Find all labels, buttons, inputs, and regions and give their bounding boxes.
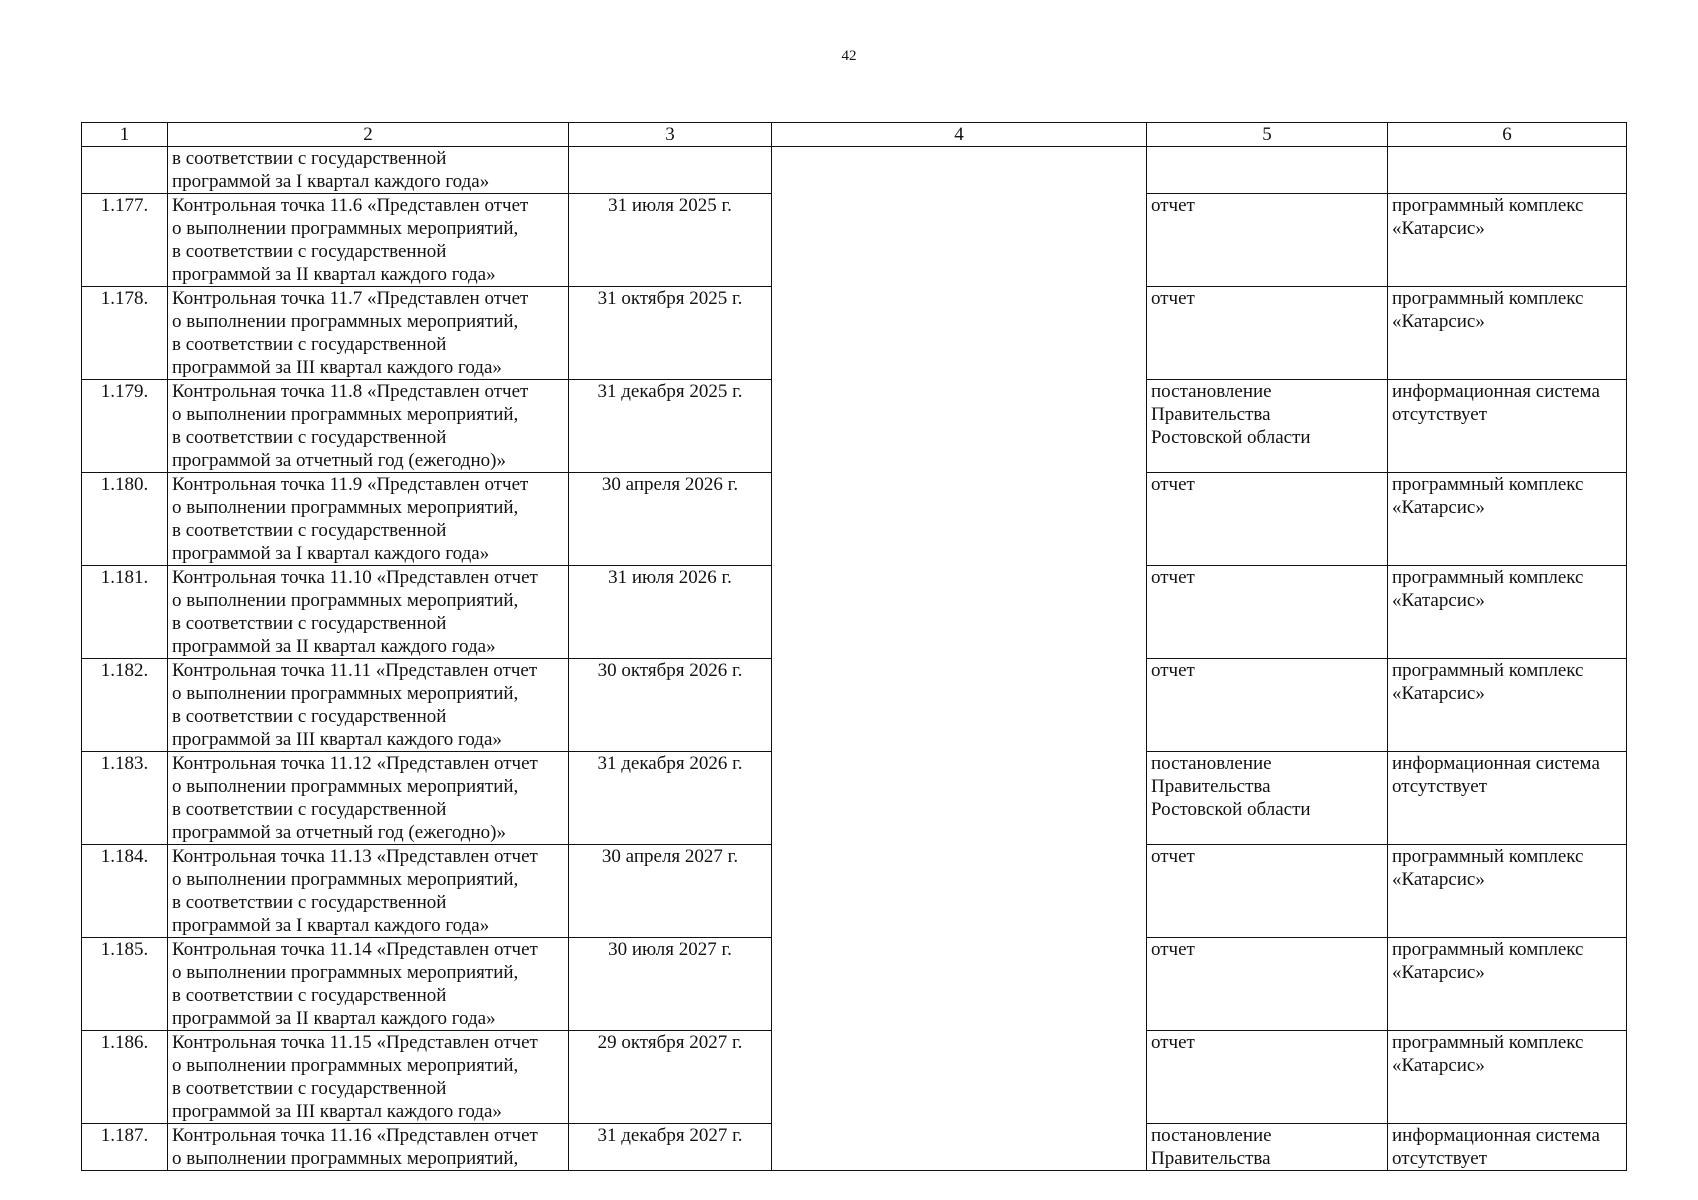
row-number-cell: 1.182. <box>82 659 168 752</box>
information-system-cell <box>1388 147 1627 194</box>
due-date-cell: 29 октября 2027 г. <box>569 1031 772 1124</box>
control-point-name-cell: Контрольная точка 11.14 «Представлен отчет о выполнении программных мероприятий, в соответствии с государственной программой за II квартал каждого года» <box>168 938 569 1031</box>
row-number-cell: 1.181. <box>82 566 168 659</box>
document-type-cell: отчет <box>1147 194 1388 287</box>
information-system-cell: информационная система отсутствует <box>1388 1124 1627 1171</box>
due-date-cell: 31 декабря 2027 г. <box>569 1124 772 1171</box>
information-system-cell: программный комплекс «Катарсис» <box>1388 845 1627 938</box>
due-date-cell: 30 октября 2026 г. <box>569 659 772 752</box>
table-row <box>82 147 1627 194</box>
document-type-cell: отчет <box>1147 1031 1388 1124</box>
information-system-cell: программный комплекс «Катарсис» <box>1388 194 1627 287</box>
row-number-cell: 1.177. <box>82 194 168 287</box>
control-point-name-cell: Контрольная точка 11.9 «Представлен отчет о выполнении программных мероприятий, в соответствии с государственной программой за I квартал каждого года» <box>168 473 569 566</box>
table-header-row <box>82 123 1627 147</box>
due-date-cell: 31 июля 2026 г. <box>569 566 772 659</box>
column-header-3: 3 <box>569 123 772 147</box>
document-type-cell: постановление Правительства Ростовской области <box>1147 380 1388 473</box>
control-point-name-cell: Контрольная точка 11.8 «Представлен отчет о выполнении программных мероприятий, в соответствии с государственной программой за отчетный год (ежегодно)» <box>168 380 569 473</box>
control-point-name-cell: Контрольная точка 11.11 «Представлен отчет о выполнении программных мероприятий, в соответствии с государственной программой за III квартал каждого года» <box>168 659 569 752</box>
control-point-name-cell: Контрольная точка 11.13 «Представлен отчет о выполнении программных мероприятий, в соответствии с государственной программой за I квартал каждого года» <box>168 845 569 938</box>
column-header-1: 1 <box>82 123 168 147</box>
control-point-name-cell: Контрольная точка 11.16 «Представлен отчет о выполнении программных мероприятий, <box>168 1124 569 1171</box>
due-date-cell: 31 декабря 2026 г. <box>569 752 772 845</box>
information-system-cell: информационная система отсутствует <box>1388 752 1627 845</box>
document-type-cell: отчет <box>1147 473 1388 566</box>
control-point-name-cell: Контрольная точка 11.7 «Представлен отчет о выполнении программных мероприятий, в соответствии с государственной программой за III квартал каждого года» <box>168 287 569 380</box>
document-type-cell: отчет <box>1147 659 1388 752</box>
row-number-cell: 1.179. <box>82 380 168 473</box>
due-date-cell: 31 декабря 2025 г. <box>569 380 772 473</box>
due-date-cell <box>569 147 772 194</box>
responsible-cell <box>772 147 1147 1171</box>
information-system-cell: информационная система отсутствует <box>1388 380 1627 473</box>
row-number-cell <box>82 147 168 194</box>
row-number-cell: 1.184. <box>82 845 168 938</box>
column-header-4: 4 <box>772 123 1147 147</box>
information-system-cell: программный комплекс «Катарсис» <box>1388 287 1627 380</box>
document-type-cell: отчет <box>1147 566 1388 659</box>
due-date-cell: 30 июля 2027 г. <box>569 938 772 1031</box>
page-number: 42 <box>841 48 857 64</box>
row-number-cell: 1.187. <box>82 1124 168 1171</box>
control-point-name-cell: Контрольная точка 11.6 «Представлен отчет о выполнении программных мероприятий, в соответствии с государственной программой за II квартал каждого года» <box>168 194 569 287</box>
due-date-cell: 30 апреля 2027 г. <box>569 845 772 938</box>
document-type-cell <box>1147 147 1388 194</box>
column-header-2: 2 <box>168 123 569 147</box>
control-points-table <box>81 122 1627 1171</box>
control-point-name-cell: в соответствии с государственной программой за I квартал каждого года» <box>168 147 569 194</box>
due-date-cell: 31 октября 2025 г. <box>569 287 772 380</box>
information-system-cell: программный комплекс «Катарсис» <box>1388 659 1627 752</box>
document-type-cell: отчет <box>1147 287 1388 380</box>
document-type-cell: отчет <box>1147 845 1388 938</box>
control-point-name-cell: Контрольная точка 11.15 «Представлен отчет о выполнении программных мероприятий, в соответствии с государственной программой за III квартал каждого года» <box>168 1031 569 1124</box>
row-number-cell: 1.185. <box>82 938 168 1031</box>
due-date-cell: 31 июля 2025 г. <box>569 194 772 287</box>
document-type-cell: отчет <box>1147 938 1388 1031</box>
column-header-5: 5 <box>1147 123 1388 147</box>
document-type-cell: постановление Правительства <box>1147 1124 1388 1171</box>
information-system-cell: программный комплекс «Катарсис» <box>1388 1031 1627 1124</box>
due-date-cell: 30 апреля 2026 г. <box>569 473 772 566</box>
row-number-cell: 1.183. <box>82 752 168 845</box>
row-number-cell: 1.180. <box>82 473 168 566</box>
column-header-6: 6 <box>1388 123 1627 147</box>
information-system-cell: программный комплекс «Катарсис» <box>1388 938 1627 1031</box>
row-number-cell: 1.186. <box>82 1031 168 1124</box>
information-system-cell: программный комплекс «Катарсис» <box>1388 566 1627 659</box>
control-point-name-cell: Контрольная точка 11.10 «Представлен отчет о выполнении программных мероприятий, в соответствии с государственной программой за II квартал каждого года» <box>168 566 569 659</box>
row-number-cell: 1.178. <box>82 287 168 380</box>
document-type-cell: постановление Правительства Ростовской области <box>1147 752 1388 845</box>
control-point-name-cell: Контрольная точка 11.12 «Представлен отчет о выполнении программных мероприятий, в соответствии с государственной программой за отчетный год (ежегодно)» <box>168 752 569 845</box>
table-body <box>82 147 1627 1171</box>
information-system-cell: программный комплекс «Катарсис» <box>1388 473 1627 566</box>
